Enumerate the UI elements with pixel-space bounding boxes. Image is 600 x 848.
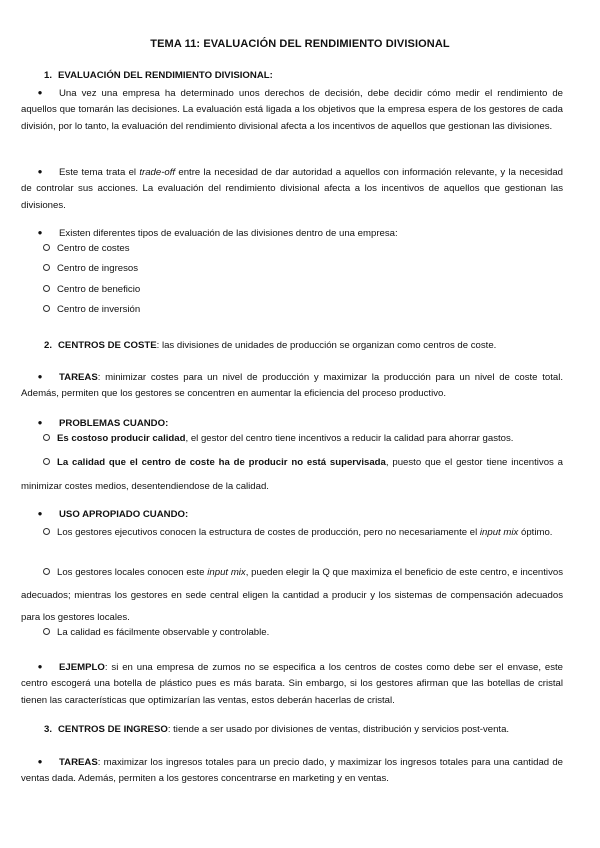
paragraph-cost-tasks: ● TAREAS: minimizar costes para un nivel de producción y maximizar la producción para un nivel de coste total. Además, permiten que los gestores se concentren en aumentar la eficiencia del proceso productivo.	[21, 369, 563, 403]
list-item-revenue-center: Centro de ingresos	[43, 261, 138, 277]
bullet-icon: ●	[37, 662, 43, 671]
circle-bullet-icon	[43, 305, 50, 312]
paragraph-decision-rights: ● Una vez una empresa ha determinado unos derechos de decisión, debe decidir cómo medir el rendimiento de aquellos que tomarán las decisiones. La evaluación está ligada a los objetivos que la empresa espera de los gestores de cada división, por lo tanto, la evaluación del rendimiento divisional afecta a los incentivos de aquellos que gestionan las divisiones.	[21, 85, 563, 135]
bullet-icon: ●	[37, 509, 43, 518]
problem-item-quality-unsupervised: La calidad que el centro de coste ha de producir no está supervisada, puesto que el gestor tiene incentivos a minimizar costes medios, desentendiendose de la calidad.	[21, 457, 563, 492]
circle-bullet-icon	[43, 528, 50, 535]
use-item-quality-observable: La calidad es fácilmente observable y controlable.	[43, 625, 269, 641]
bullet-icon: ●	[37, 88, 43, 97]
bullet-icon: ●	[37, 757, 43, 766]
use-item-input-mix: Los gestores ejecutivos conocen la estructura de costes de producción, pero no necesariamente el input mix óptimo.	[21, 522, 563, 544]
section-title: EVALUACIÓN DEL RENDIMIENTO DIVISIONAL:	[58, 70, 273, 81]
list-item-investment-center: Centro de inversión	[43, 302, 140, 318]
paragraph-trade-off: ● Este tema trata el trade-off entre la necesidad de dar autoridad a aquellos con información relevante, y la necesidad de controlar sus acciones. La evaluación del rendimiento divisional afecta a los incentivos de aquellos que gestionan las divisiones.	[21, 164, 563, 214]
section-number: 1.	[44, 70, 53, 81]
section-2-heading: 2. CENTROS DE COSTE: las divisiones de unidades de producción se organizan como centros de coste.	[44, 340, 497, 351]
circle-bullet-icon	[43, 434, 50, 441]
list-item-cost-center: Centro de costes	[43, 241, 130, 257]
section-3-heading: 3. CENTROS DE INGRESO: tiende a ser usado por divisiones de ventas, distribución y servicios post-venta.	[44, 724, 510, 735]
bullet-icon: ●	[37, 372, 43, 381]
problems-heading: ● PROBLEMAS CUANDO:	[21, 415, 563, 432]
circle-bullet-icon	[43, 264, 50, 271]
circle-bullet-icon	[43, 628, 50, 635]
problem-item-quality-cost: Es costoso producir calidad, el gestor del centro tiene incentivos a reducir la calidad para ahorrar gastos.	[43, 431, 513, 447]
appropriate-use-heading: ● USO APROPIADO CUANDO:	[21, 506, 563, 523]
list-item-profit-center: Centro de beneficio	[43, 282, 140, 298]
paragraph-example: ● EJEMPLO: si en una empresa de zumos no se especifica a los centros de costes como debe ser el envase, este centro escogerá una botella de plástico pues es más barata. Sin embargo, si los gestores afirman que las botellas de cristal tienen las características que optimizarían las ventas, estos deberán hacerlas de cristal.	[21, 659, 563, 709]
use-item-local-managers: Los gestores locales conocen este input mix, pueden elegir la Q que maximiza el beneficio de este centro, e incentivos adecuados; mientras los gestores en sede central eligen la cantidad a producir y los sistemas de compensación adecuados para los gestores locales.	[21, 567, 563, 623]
bullet-icon: ●	[37, 167, 43, 176]
paragraph-types-intro: ● Existen diferentes tipos de evaluación de las divisiones dentro de una empresa:	[21, 225, 563, 242]
bullet-icon: ●	[37, 418, 43, 427]
section-1-heading	[44, 70, 273, 81]
bullet-icon: ●	[37, 228, 43, 237]
document-title: TEMA 11: EVALUACIÓN DEL RENDIMIENTO DIVISIONAL	[150, 38, 450, 50]
circle-bullet-icon	[43, 568, 50, 575]
paragraph-revenue-tasks: ● TAREAS: maximizar los ingresos totales para un precio dado, y maximizar los ingresos totales para una cantidad de ventas dada. Además, permiten a los gestores concentrarse en marketing y en ventas.	[21, 754, 563, 788]
circle-bullet-icon	[43, 244, 50, 251]
circle-bullet-icon	[43, 285, 50, 292]
circle-bullet-icon	[43, 458, 50, 465]
